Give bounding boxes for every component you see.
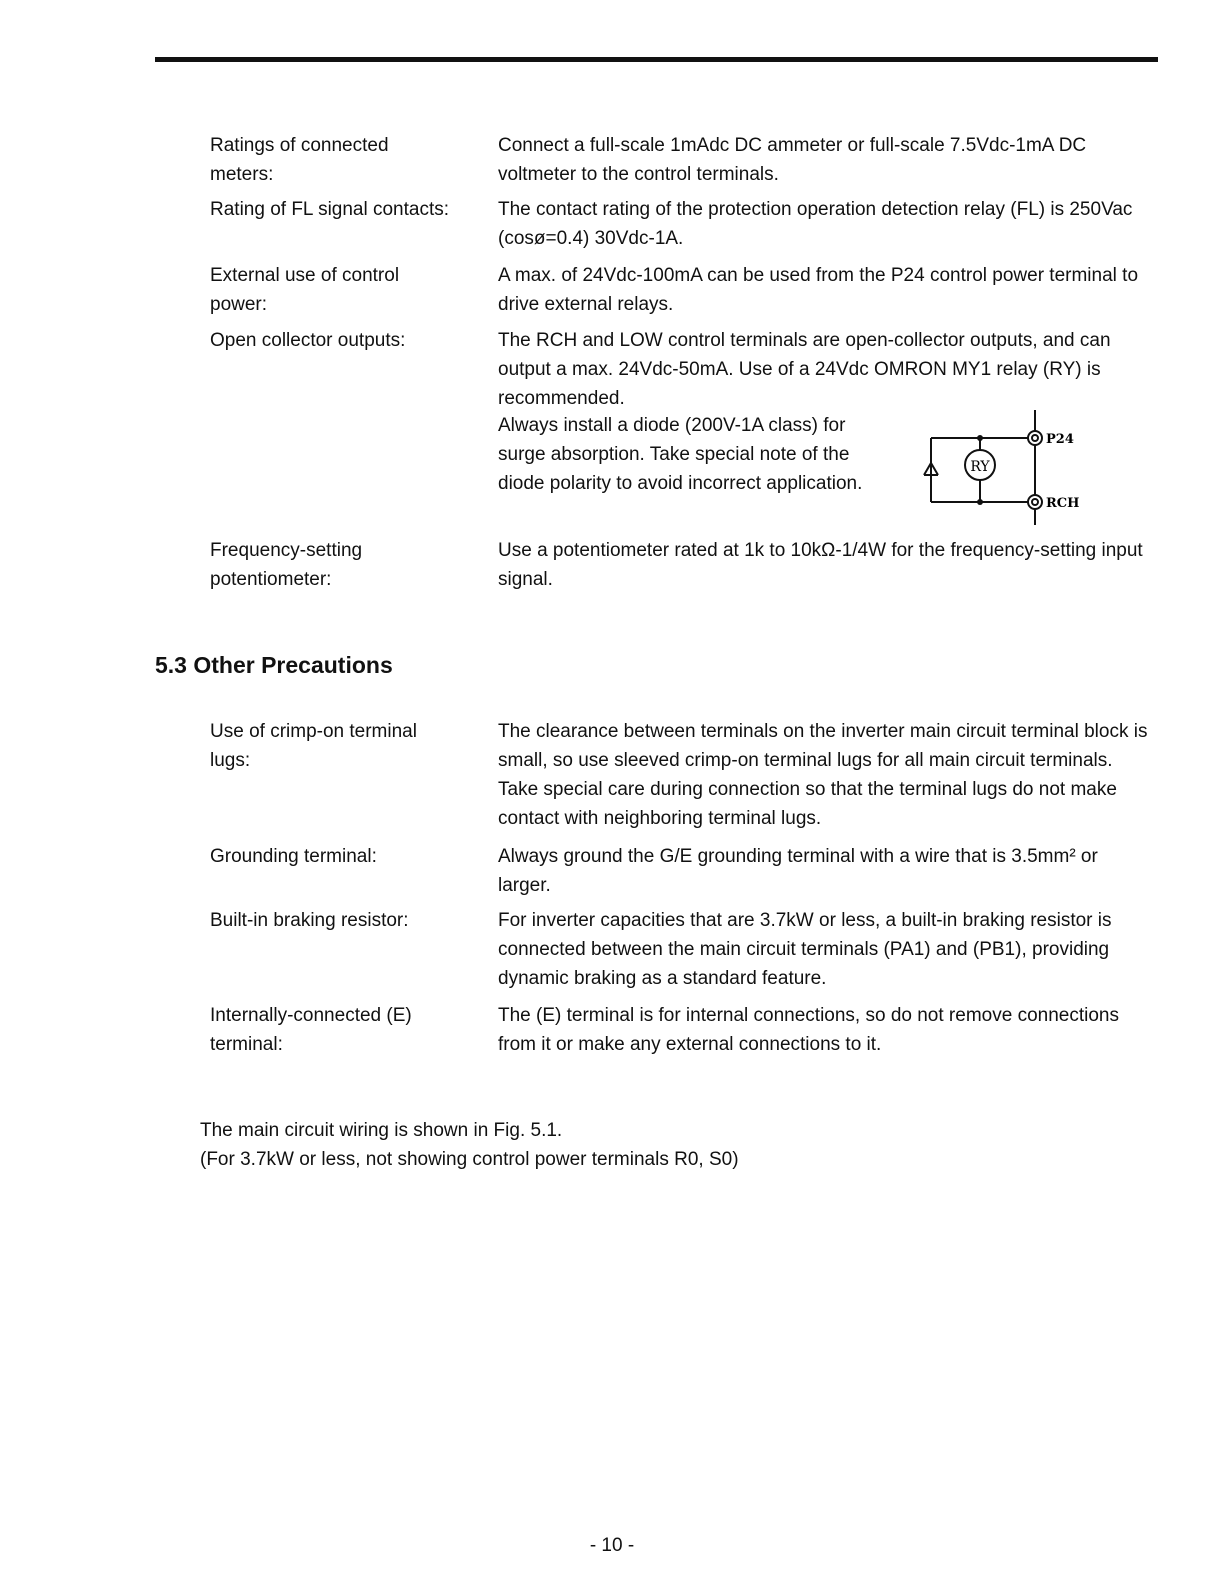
row-desc: For inverter capacities that are 3.7kW or less, a built-in braking resistor is connected between the main circuit terminals (PA1) and (PB1), providing dynamic braking as a standard feature. (498, 910, 1112, 989)
row-label: Open collector outputs: (210, 330, 406, 351)
row-desc: Always ground the G/E grounding terminal with a wire that is 3.5mm² or larger. (498, 846, 1098, 896)
row-desc: The (E) terminal is for internal connections, so do not remove connections from it or make any external connections to it. (498, 1005, 1119, 1055)
row-label: Use of crimp-on terminal lugs: (210, 721, 417, 771)
relay-diode-diagram (900, 405, 1100, 535)
section-title: 5.3 Other Precautions (155, 652, 393, 678)
row-label: Grounding terminal: (210, 846, 377, 867)
row-label: External use of control power: (210, 265, 400, 315)
row-desc: The clearance between terminals on the inverter main circuit terminal block is small, so use sleeved crimp-on terminal lugs for all main circuit terminals. Take special care during connection so that the terminal lugs do not make contact with neighboring terminal lugs. (498, 721, 1148, 829)
row-desc: The RCH and LOW control terminals are open-collector outputs, and can output a max. 24Vdc-50mA. Use of a 24Vdc OMRON MY1 relay (RY) is recommended. (498, 330, 1111, 409)
row-label: Built-in braking resistor: (210, 910, 409, 931)
relay-label: RY (970, 459, 990, 475)
page-number: - 10 - (589, 1535, 635, 1556)
row-desc: Connect a full-scale 1mAdc DC ammeter or full-scale 7.5Vdc-1mA DC voltmeter to the control terminals. (498, 135, 1087, 185)
row-desc: The contact rating of the protection operation detection relay (FL) is 250Vac (cosø=0.4) 30Vdc-1A. (498, 199, 1133, 249)
terminal-p24-label: P24 (1046, 432, 1074, 447)
row-label: Internally-connected (E) terminal: (210, 1005, 412, 1055)
row-label: Frequency-setting potentiometer: (210, 540, 363, 590)
row-label: Rating of FL signal contacts: (210, 199, 450, 220)
footer-text: (For 3.7kW or less, not showing control power terminals R0, S0) (200, 1149, 739, 1170)
row-desc: A max. of 24Vdc-100mA can be used from the P24 control power terminal to drive external relays. (498, 265, 1139, 315)
row-desc: Use a potentiometer rated at 1k to 10kΩ-1/4W for the frequency-setting input signal. (498, 540, 1143, 590)
terminal-rch-label: RCH (1046, 496, 1080, 511)
footer-text: The main circuit wiring is shown in Fig. 5.1. (200, 1120, 563, 1141)
header-rule (155, 57, 1158, 62)
row-label: Ratings of connected meters: (210, 135, 389, 185)
diode-note: Always install a diode (200V-1A class) for surge absorption. Take special note of the diode polarity to avoid incorrect application. (498, 415, 863, 494)
